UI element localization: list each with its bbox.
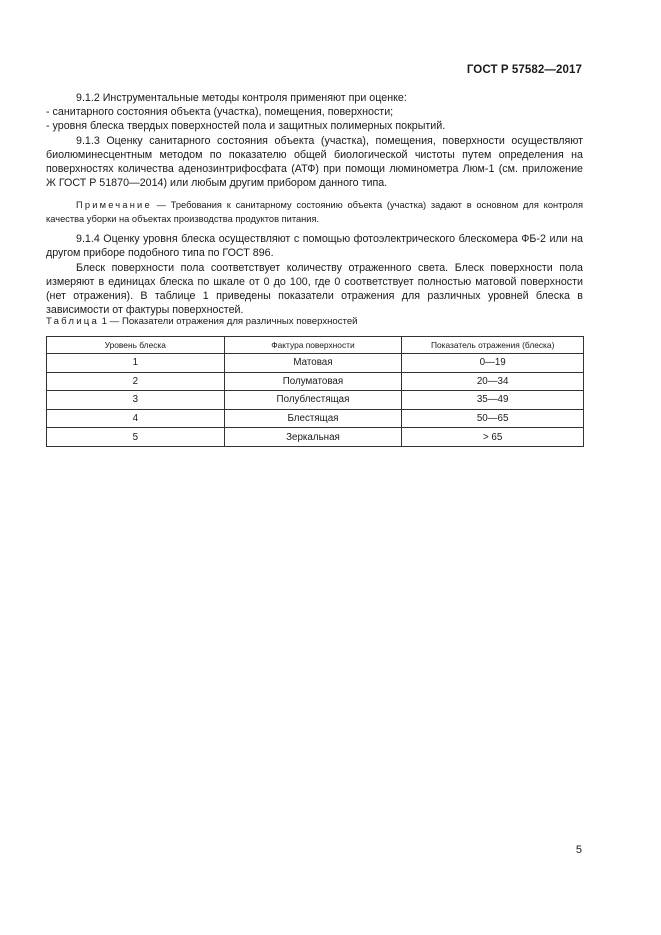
cell-gloss-level: 4 <box>47 409 225 428</box>
list-item: - уровня блеска твердых поверхностей пола и защитных полимерных покрытий. <box>46 120 446 133</box>
note <box>46 199 583 226</box>
body-text <box>46 91 583 317</box>
cell-reflection: > 65 <box>402 428 584 447</box>
cell-reflection: 0—19 <box>402 354 584 373</box>
table-row <box>47 391 584 410</box>
column-header-gloss-level: Уровень блеска <box>47 337 225 354</box>
cell-reflection: 50—65 <box>402 409 584 428</box>
cell-surface-texture: Полуматовая <box>224 372 402 391</box>
cell-reflection: 20—34 <box>402 372 584 391</box>
cell-gloss-level: 5 <box>47 428 225 447</box>
cell-gloss-level: 1 <box>47 354 225 373</box>
column-header-surface-texture: Фактура поверхности <box>224 337 402 354</box>
paragraph-9-1-3: 9.1.3 Оценку санитарного состояния объекта (участка), помещения, поверхности осуществляют биолюминесцентным методом по показателю общей биологической чистоты путем определения на поверхностях количества аденозинтрифосфата (АТФ) при помощи люминометра Люм-1 (см. приложение Ж ГОСТ Р 51870—2014) или любым другим прибором данного типа. <box>46 134 583 190</box>
table-caption-label: Таблица <box>46 316 100 327</box>
paragraph-9-1-4: 9.1.4 Оценку уровня блеска осуществляют с помощью фотоэлектрического блескомера ФБ-2 или на другом приборе подобного типа по ГОСТ 896. <box>46 233 583 260</box>
cell-surface-texture: Зеркальная <box>224 428 402 447</box>
table-caption <box>46 316 358 327</box>
column-header-reflection: Показатель отражения (блеска) <box>402 337 584 354</box>
note-text: — Требования к санитарному состоянию объекта (участка) задают в основном для контроля качества уборки на объектах производства продуктов питания. <box>46 200 583 224</box>
page-number: 5 <box>575 844 582 856</box>
table-row <box>47 354 584 373</box>
table-header-row <box>47 337 584 354</box>
table-row <box>47 428 584 447</box>
cell-gloss-level: 2 <box>47 372 225 391</box>
note-label: Примечание <box>76 200 152 211</box>
paragraph-gloss-description: Блеск поверхности пола соответствует количеству отраженного света. Блеск поверхности пола измеряют в единицах блеска по шкале от 0 до 100, где 0 соответствует полностью матовой поверхности (нет отражения). В таблице 1 приведены показатели отражения для различных уровней блеска в зависимости от фактуры поверхностей. <box>46 261 583 317</box>
cell-surface-texture: Матовая <box>224 354 402 373</box>
cell-reflection: 35—49 <box>402 391 584 410</box>
paragraph-9-1-2-intro: 9.1.2 Инструментальные методы контроля применяют при оценке: <box>76 92 407 104</box>
table-row <box>47 409 584 428</box>
standard-code-header: ГОСТ Р 57582—2017 <box>466 64 582 76</box>
gloss-table <box>46 336 584 447</box>
cell-surface-texture: Блестящая <box>224 409 402 428</box>
list-item: - санитарного состояния объекта (участка), помещения, поверхности; <box>46 106 394 119</box>
table-caption-text: 1 — Показатели отражения для различных поверхностей <box>99 316 358 327</box>
cell-surface-texture: Полублестящая <box>224 391 402 410</box>
table-row <box>47 372 584 391</box>
cell-gloss-level: 3 <box>47 391 225 410</box>
